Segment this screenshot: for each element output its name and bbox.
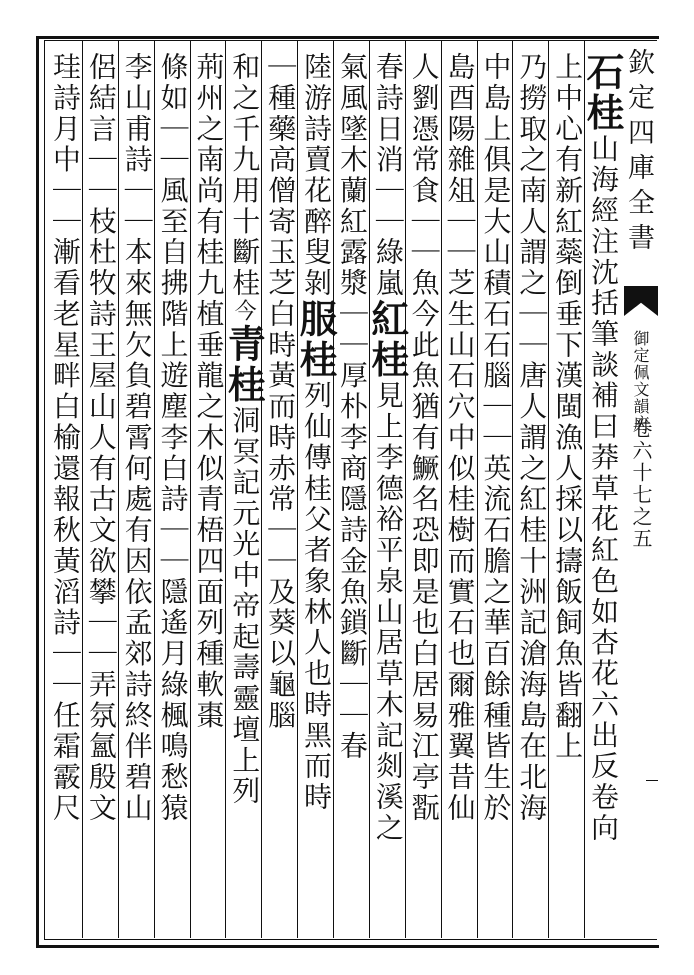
column-text: 列仙傳桂父者象林人也時黑而時 <box>299 380 332 813</box>
column-text: 乃撈取之南人謂之｜｜唐人謂之紅桂十洲記滄海島在北海 <box>514 52 548 824</box>
text-column <box>333 44 369 934</box>
column-text: 上中心有新紅蘂倒垂下漢閩漁人採以擣飯飼魚皆翻上 <box>550 52 584 763</box>
column-text: 洞冥記元光中帝起壽靈壇上列 <box>227 405 261 808</box>
column-text: 荊州之南尚有桂九 <box>191 52 225 299</box>
text-column <box>580 44 625 934</box>
column-text: 陸游詩賣花醉叟剝 <box>299 52 332 299</box>
text-column <box>441 44 477 934</box>
text-column <box>477 44 513 934</box>
column-text: 春詩日消｜｜綠嵐 <box>370 52 404 299</box>
text-column <box>293 44 338 934</box>
small-mark: 今 <box>231 298 257 324</box>
margin-title: 欽定四庫全書 <box>623 48 654 258</box>
column-text: 條如｜｜風至自拂階上遊塵李白詩｜｜隱遙月綠楓鳴愁猿 <box>155 52 189 824</box>
column-text: 人劉憑常食｜｜魚今此魚猶有鱖名恐即是也白居易江亭翫 <box>406 52 440 824</box>
column-text: 中島上俱是大山積石石腦｜｜英流石膽之華百餘種皆生於 <box>478 52 512 824</box>
margin-book-title: 御定佩文韻府 <box>631 330 650 432</box>
text-column <box>405 44 441 934</box>
column-text: ｜｜厚朴李商隱詩金魚鎖斷｜｜春 <box>334 298 368 763</box>
column-text: 和之千九用十斷桂 <box>227 52 261 299</box>
column-text: 植垂龍之木似青梧四面列種軟棗 <box>191 298 225 732</box>
entry-heading: 石桂 <box>580 52 625 134</box>
text-column <box>118 44 154 934</box>
column-text: 見上李德裕平泉山居草木記剡溪之 <box>370 380 404 844</box>
column-text: 李山甫詩｜｜本來無欠負碧霄何處有因依孟郊詩終伴碧山 <box>119 52 153 824</box>
column-text: 珪詩月中｜｜漸看老星畔白榆還報秋黃滔詩｜｜任霜霰尺 <box>47 52 81 824</box>
entry-heading: 青桂 <box>221 323 267 406</box>
text-column <box>364 44 410 934</box>
column-text: 山海經注沈括筆談補曰莽草花紅色如杏花六出反卷向 <box>586 133 619 844</box>
column-text: 白時黃而時赤常｜｜及葵以龜腦 <box>263 298 297 732</box>
text-column <box>190 44 226 934</box>
text-column <box>82 44 118 934</box>
text-column <box>221 44 267 934</box>
text-column <box>512 44 548 934</box>
margin-tick <box>646 780 658 781</box>
margin-volume: 卷六十七之五 <box>629 418 653 550</box>
text-column <box>261 44 297 934</box>
entry-heading: 服桂 <box>293 298 338 381</box>
column-text: 侶結言｜｜枝杜牧詩王屋山人有古文欲攀｜｜弄氛氳殷文 <box>83 52 117 824</box>
entry-heading: 紅桂 <box>364 298 410 381</box>
column-text: ｜種藥高僧寄玉芝 <box>263 52 297 299</box>
text-column <box>46 44 82 934</box>
column-text: 島酉陽雜俎｜｜芝生山石穴中似桂樹而實石也爾雅翼昔仙 <box>442 52 476 824</box>
text-column <box>154 44 190 934</box>
text-column <box>548 44 584 934</box>
column-text: 氣風墜木蘭紅露漿 <box>334 52 368 299</box>
